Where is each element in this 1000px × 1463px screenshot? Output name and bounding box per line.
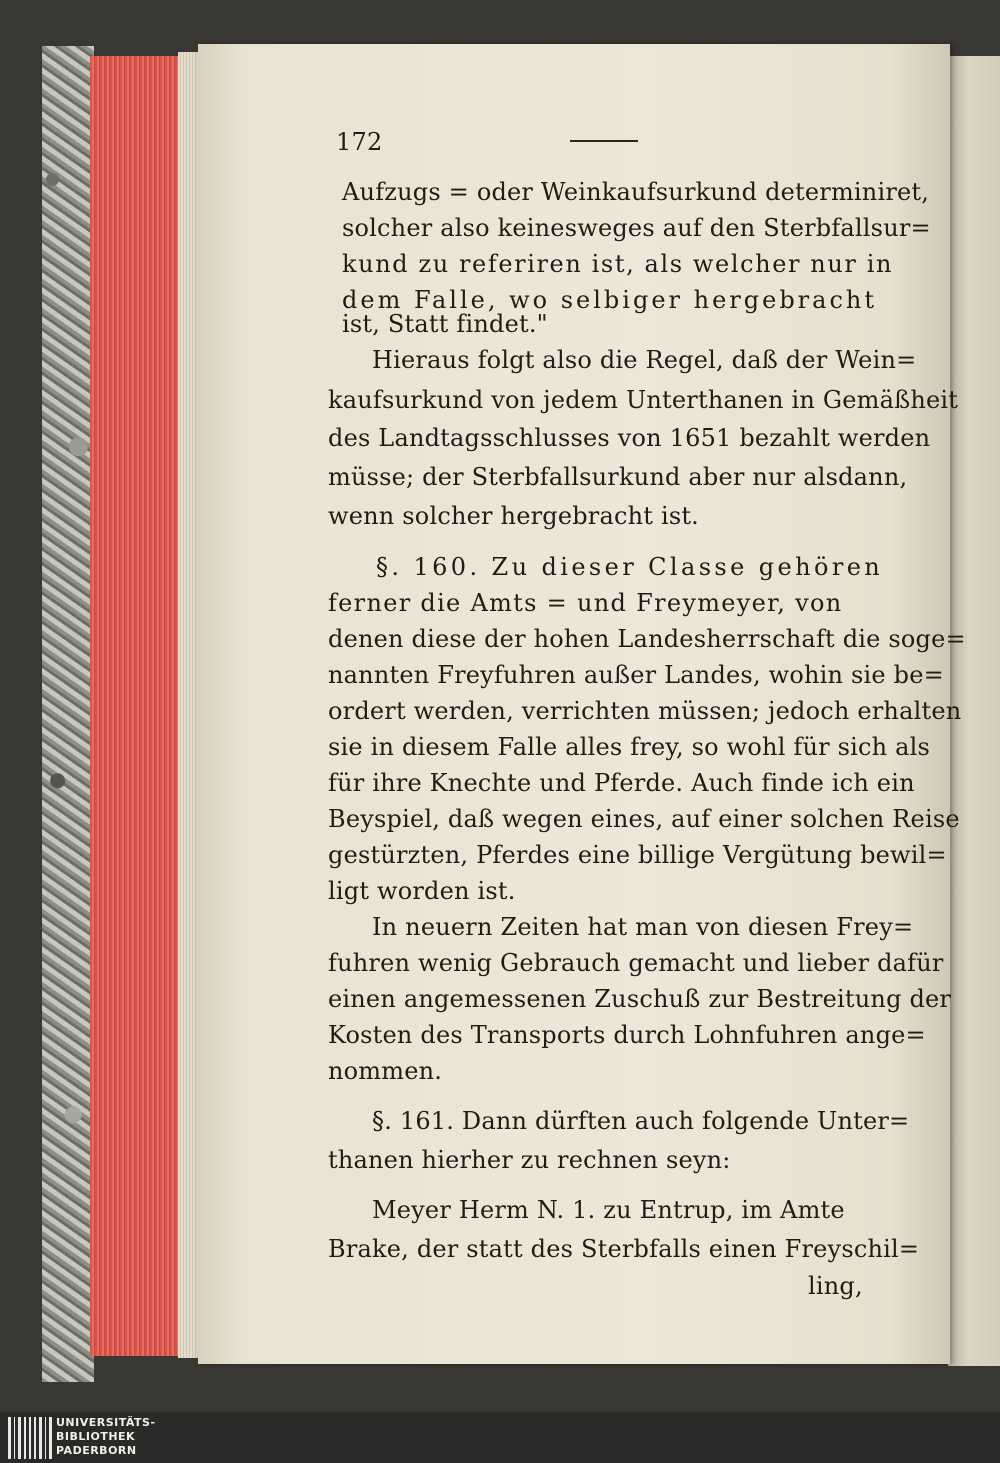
text-line: In neuern Zeiten hat man von diesen Frey= xyxy=(372,913,914,941)
page-number: 172 xyxy=(336,128,383,156)
text-line: ordert werden, verrichten müssen; jedoch erhalten xyxy=(328,697,962,725)
text-line: §. 160. Zu dieser Classe gehören xyxy=(376,553,884,581)
text-line: nommen. xyxy=(328,1057,443,1085)
red-page-edges xyxy=(90,56,183,1356)
text-line: wenn solcher hergebracht ist. xyxy=(328,502,700,530)
text-line: ist, Statt findet." xyxy=(342,310,548,338)
page-stack xyxy=(178,52,200,1358)
text-line: thanen hierher zu rechnen seyn: xyxy=(328,1146,731,1174)
text-line: ligt worden ist. xyxy=(328,877,516,905)
text-line: nannten Freyfuhren außer Landes, wohin sie be= xyxy=(328,661,944,689)
text-line: kaufsurkund von jedem Unterthanen in Gemäßheit xyxy=(328,386,959,414)
text-line: fuhren wenig Gebrauch gemacht und lieber dafür xyxy=(328,949,944,977)
text-line: Aufzugs = oder Weinkaufsurkund determiniret, xyxy=(342,178,930,206)
text-line: sie in diesem Falle alles frey, so wohl für sich als xyxy=(328,733,931,761)
text-line: Beyspiel, daß wegen eines, auf einer solchen Reise xyxy=(328,805,960,833)
text-line: dem Falle, wo selbiger hergebracht xyxy=(342,286,878,314)
text-line: für ihre Knechte und Pferde. Auch finde ich ein xyxy=(328,769,915,797)
library-name-line: UNIVERSITÄTS- xyxy=(56,1416,156,1429)
text-line: gestürzten, Pferdes eine billige Vergütung bewil= xyxy=(328,841,947,869)
text-line: Kosten des Transports durch Lohnfuhren ange= xyxy=(328,1021,926,1049)
library-logo-icon xyxy=(8,1417,52,1459)
text-line: Brake, der statt des Sterbfalls einen Freyschil= xyxy=(328,1235,920,1263)
text-line: kund zu referiren ist, als welcher nur in xyxy=(342,250,894,278)
text-line: §. 161. Dann dürften auch folgende Unter= xyxy=(372,1107,910,1135)
text-line: müsse; der Sterbfallsurkund aber nur alsdann, xyxy=(328,463,908,491)
text-line: ferner die Amts = und Freymeyer, von xyxy=(328,589,843,617)
text-line: Hieraus folgt also die Regel, daß der Wein= xyxy=(372,346,917,374)
marbled-cover xyxy=(42,46,94,1382)
catchword: ling, xyxy=(808,1272,863,1300)
text-line: solcher also keinesweges auf den Sterbfallsur= xyxy=(342,214,931,242)
header-rule xyxy=(570,140,638,142)
text-line: einen angemessenen Zuschuß zur Bestreitung der xyxy=(328,985,952,1013)
library-name-line: PADERBORN xyxy=(56,1444,137,1457)
library-name-line: BIBLIOTHEK xyxy=(56,1430,136,1443)
text-line: denen diese der hohen Landesherrschaft die soge= xyxy=(328,625,966,653)
text-line: Meyer Herm N. 1. zu Entrup, im Amte xyxy=(372,1196,845,1224)
text-line: des Landtagsschlusses von 1651 bezahlt werden xyxy=(328,424,931,452)
